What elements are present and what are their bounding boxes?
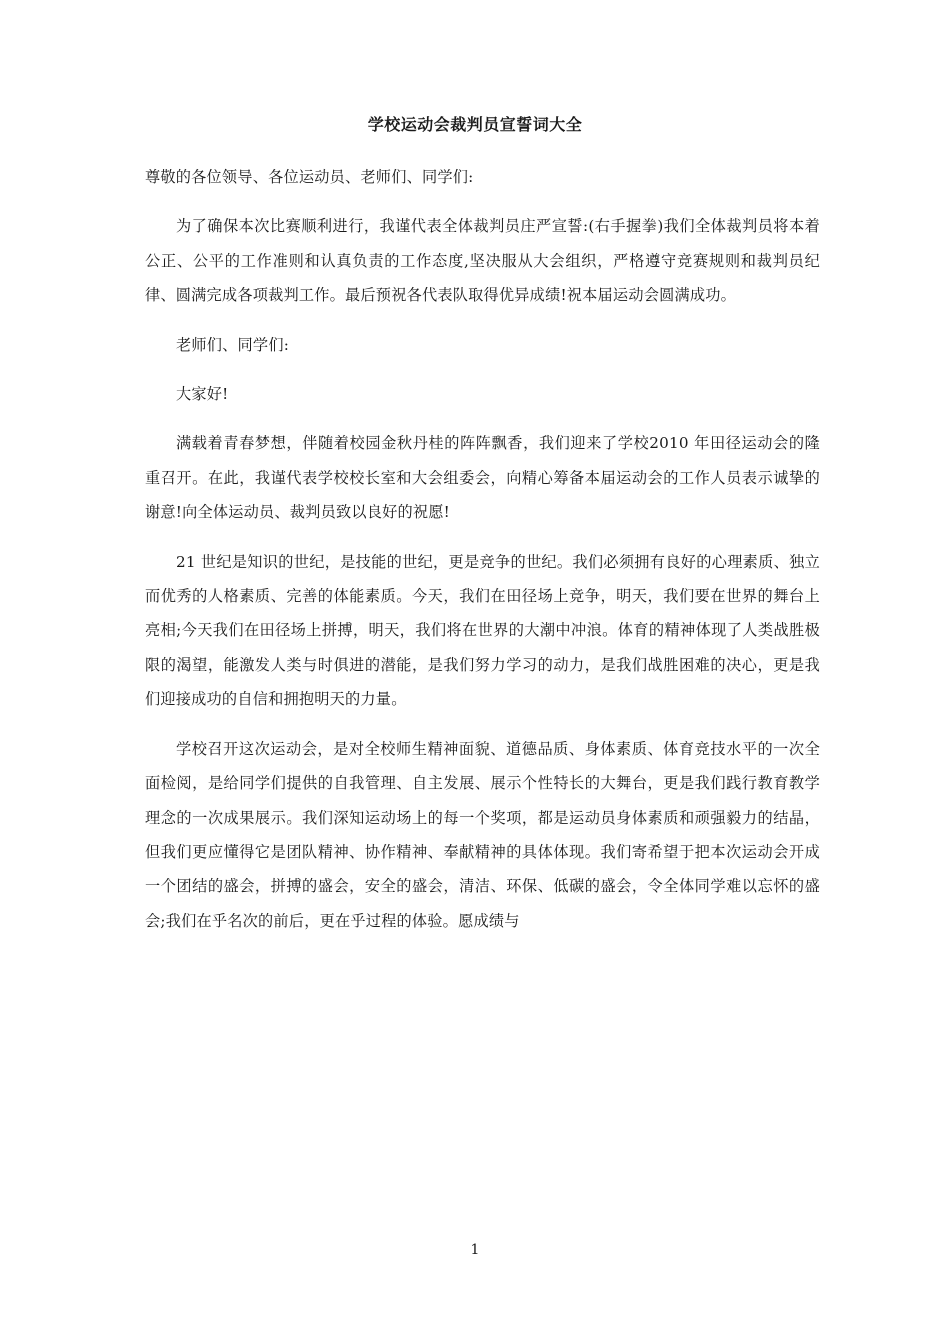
body-paragraph: 21 世纪是知识的世纪，是技能的世纪，更是竞争的世纪。我们必须拥有良好的心理素质、独立而优秀的人格素质、完善的体能素质。今天，我们在田径场上竞争，明天，我们要在世界的舞台上亮相;今天我们在田径场上拼搏，明天，我们将在世界的大潮中冲浪。体育的精神体现了人类战胜极限的渴望，能激发人类与时俱进的潜能，是我们努力学习的动力，是我们战胜困难的决心，更是我们迎接成功的自信和拥抱明天的力量。 <box>145 552 820 709</box>
document-body <box>145 160 820 953</box>
document-title: 学校运动会裁判员宣誓词大全 <box>367 115 583 134</box>
oath-paragraph: 为了确保本次比赛顺利进行，我谨代表全体裁判员庄严宣誓:(右手握拳)我们全体裁判员将本着公正、公平的工作准则和认真负责的工作态度,坚决服从大会组织，严格遵守竞赛规则和裁判员纪律、圆满完成各项裁判工作。最后预祝各代表队取得优异成绩!祝本届运动会圆满成功。 <box>145 217 820 305</box>
page-number: 1 <box>470 1242 480 1258</box>
body-paragraph: 学校召开这次运动会，是对全校师生精神面貌、道德品质、身体素质、体育竞技水平的一次全面检阅，是给同学们提供的自我管理、自主发展、展示个性特长的大舞台，更是我们践行教育教学理念的一次成果展示。我们深知运动场上的每一个奖项，都是运动员身体素质和顽强毅力的结晶，但我们更应懂得它是团队精神、协作精神、奉献精神的具体体现。我们寄希望于把本次运动会开成一个团结的盛会，拼搏的盛会，安全的盛会，清洁、环保、低碳的盛会，令全体同学难以忘怀的盛会;我们在乎名次的前后，更在乎过程的体验。愿成绩与 <box>145 739 820 930</box>
hello-paragraph: 大家好! <box>176 385 229 404</box>
salutation-paragraph: 尊敬的各位领导、各位运动员、老师们、同学们: <box>145 168 474 186</box>
body-paragraph: 满载着青春梦想，伴随着校园金秋丹桂的阵阵飘香，我们迎来了学校2010 年田径运动会的隆重召开。在此，我谨代表学校校长室和大会组委会，向精心筹备本届运动会的工作人员表示诚挚的谢意!向全体运动员、裁判员致以良好的祝愿! <box>145 434 820 522</box>
greeting-paragraph: 老师们、同学们: <box>176 335 290 354</box>
